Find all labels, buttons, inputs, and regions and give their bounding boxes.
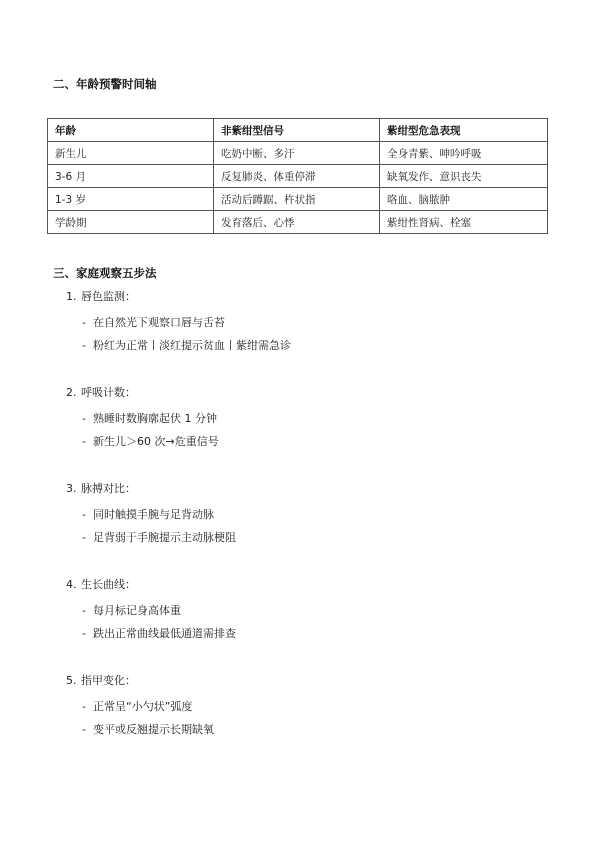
bullet-dash: - — [82, 531, 86, 544]
table-cell: 新生儿 — [48, 142, 214, 165]
column-header-age: 年龄 — [48, 119, 214, 142]
table-row — [48, 142, 548, 165]
step-detail — [82, 721, 214, 737]
step-label: 指甲变化： — [81, 674, 136, 687]
bullet-dash: - — [82, 339, 86, 352]
step-detail-text: 每月标记身高体重 — [93, 604, 181, 617]
step-heading — [66, 288, 136, 304]
observation-steps-list — [0, 288, 595, 768]
step-detail-text: 变平或反翘提示长期缺氧 — [93, 723, 214, 736]
step-number: 5. — [66, 674, 77, 687]
step-detail-text: 在自然光下观察口唇与舌苔 — [93, 316, 225, 329]
step-detail — [82, 602, 181, 618]
bullet-dash: - — [82, 316, 86, 329]
table-cell: 3-6 月 — [48, 165, 214, 188]
age-warning-table — [47, 118, 548, 234]
bullet-dash: - — [82, 508, 86, 521]
step-detail-text: 新生儿＞60 次→危重信号 — [93, 435, 219, 448]
step-number: 1. — [66, 290, 77, 303]
list-item — [0, 672, 595, 768]
bullet-dash: - — [82, 700, 86, 713]
step-detail-text: 跌出正常曲线最低通道需排查 — [93, 627, 236, 640]
step-heading — [66, 384, 136, 400]
table-cell: 全身青紫、呻吟呼吸 — [380, 142, 548, 165]
table-cell: 紫绀性肾病、栓塞 — [380, 211, 548, 234]
step-label: 脉搏对比： — [81, 482, 136, 495]
list-item — [0, 288, 595, 384]
list-item — [0, 480, 595, 576]
step-detail-text: 正常呈“小勺状”弧度 — [93, 700, 193, 713]
table-cell: 咯血、脑脓肿 — [380, 188, 548, 211]
step-detail-text: 同时触摸手腕与足背动脉 — [93, 508, 214, 521]
table-cell: 1-3 岁 — [48, 188, 214, 211]
table-cell: 发育落后、心悸 — [214, 211, 380, 234]
step-detail — [82, 337, 291, 353]
step-detail — [82, 410, 217, 426]
bullet-dash: - — [82, 604, 86, 617]
table-cell: 反复肺炎、体重停滞 — [214, 165, 380, 188]
step-detail-text: 足背弱于手腕提示主动脉梗阻 — [93, 531, 236, 544]
step-detail — [82, 529, 236, 545]
table-row — [48, 165, 548, 188]
column-header-cyanotic: 紫绀型危急表现 — [380, 119, 548, 142]
step-number: 3. — [66, 482, 77, 495]
bullet-dash: - — [82, 435, 86, 448]
step-detail — [82, 506, 214, 522]
list-item — [0, 384, 595, 480]
step-heading — [66, 576, 136, 592]
table-cell: 活动后蹲踞、杵状指 — [214, 188, 380, 211]
step-detail — [82, 698, 192, 714]
step-number: 4. — [66, 578, 77, 591]
table-header-row — [48, 119, 548, 142]
step-label: 唇色监测： — [81, 290, 136, 303]
step-detail — [82, 625, 236, 641]
table-cell: 缺氧发作、意识丧失 — [380, 165, 548, 188]
column-header-acyanotic: 非紫绀型信号 — [214, 119, 380, 142]
table-cell: 吃奶中断、多汗 — [214, 142, 380, 165]
step-detail — [82, 433, 219, 449]
table-row — [48, 211, 548, 234]
step-detail-text: 熟睡时数胸廓起伏 1 分钟 — [93, 412, 217, 425]
step-heading — [66, 480, 136, 496]
step-label: 呼吸计数： — [81, 386, 136, 399]
bullet-dash: - — [82, 723, 86, 736]
step-number: 2. — [66, 386, 77, 399]
section-title-age-timeline: 二、年龄预警时间轴 — [53, 77, 157, 91]
table-cell: 学龄期 — [48, 211, 214, 234]
section-title-home-observation: 三、家庭观察五步法 — [53, 266, 157, 280]
step-detail-text: 粉红为正常丨淡红提示贫血丨紫绀需急诊 — [93, 339, 291, 352]
bullet-dash: - — [82, 412, 86, 425]
step-label: 生长曲线： — [81, 578, 136, 591]
step-detail — [82, 314, 225, 330]
bullet-dash: - — [82, 627, 86, 640]
list-item — [0, 576, 595, 672]
step-heading — [66, 672, 136, 688]
table-row — [48, 188, 548, 211]
